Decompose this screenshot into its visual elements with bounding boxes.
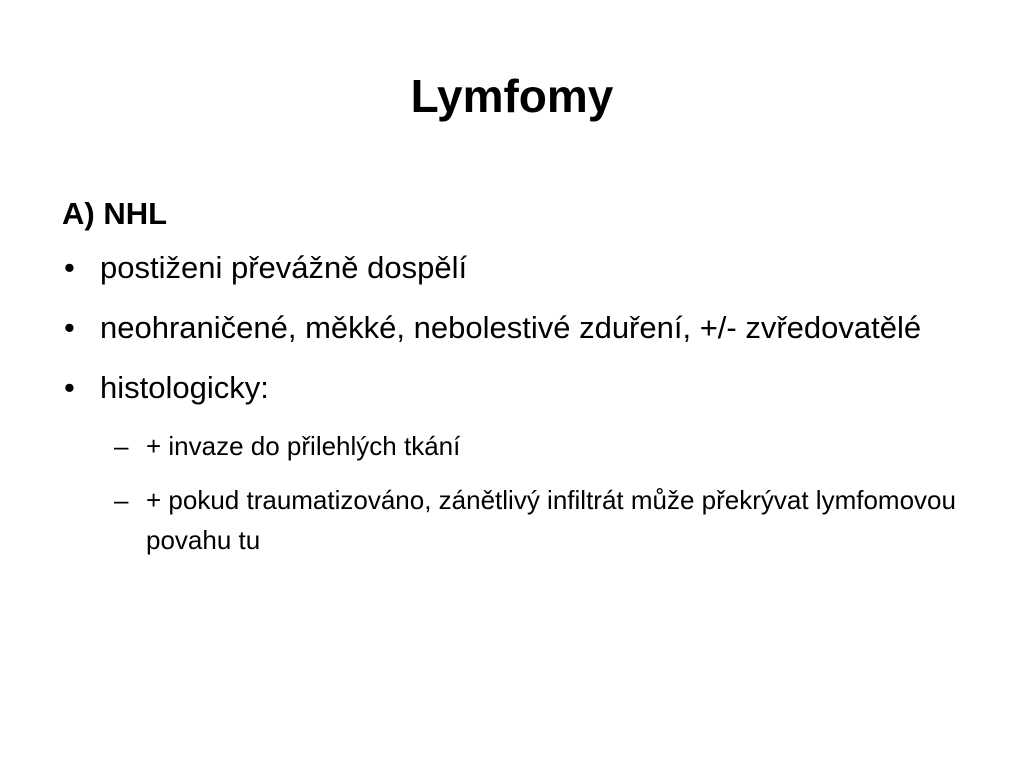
sub-bullet-text: + pokud traumatizováno, zánětlivý infiltrát může překrývat lymfomovou povahu tu (146, 485, 956, 555)
bullet-marker: • (64, 250, 75, 285)
bullet-marker: • (64, 310, 75, 345)
bullet-text: histologicky: (100, 370, 269, 405)
sub-bullet-marker: – (114, 485, 129, 515)
bullet-text: postiženi převážně dospělí (100, 250, 468, 285)
section-heading: A) NHL (62, 196, 168, 231)
bullet-item (62, 246, 972, 290)
sub-bullet-item (62, 426, 972, 466)
slide-content (62, 190, 972, 574)
sub-bullet-text: + invaze do přilehlých tkání (146, 431, 461, 461)
bullet-item (62, 306, 972, 350)
bullet-item (62, 366, 972, 410)
sub-bullet-item (62, 480, 972, 560)
sub-bullet-marker: – (114, 431, 129, 461)
slide-title: Lymfomy (410, 70, 614, 122)
bullet-text: neohraničené, měkké, nebolestivé zduření, +/- zvředovatělé (100, 310, 922, 345)
bullet-marker: • (64, 370, 75, 405)
